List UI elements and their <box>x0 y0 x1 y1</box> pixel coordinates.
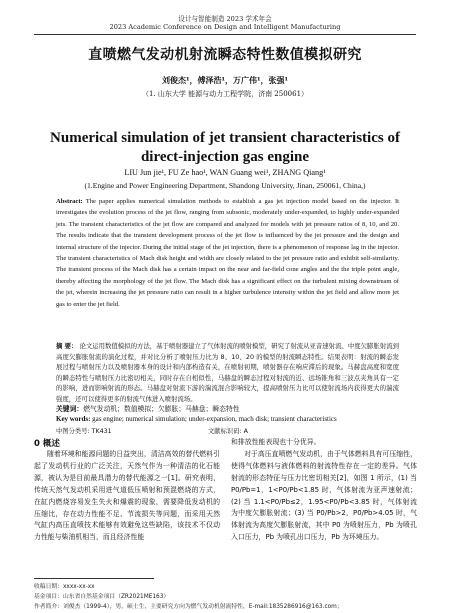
section-heading-intro: 0 概述 <box>34 439 60 449</box>
keywords-cn-text: 燃气发动机；数值模拟；欠膨胀；马赫盘；瞬态特性 <box>83 405 240 413</box>
footnote-author: 作者简介：刘俊杰（1999-4），男，硕士生，主要研究方向为燃气发动机射流特性，E-mail:1835286916@163.com； <box>34 604 343 610</box>
intro-right-column <box>231 437 417 544</box>
footnote-fund: 基金项目：山东省自然基金项目（ZR2021ME163） <box>34 594 170 600</box>
conference-header-en: 2023 Academic Conference on Design and Intelligent Manufacturing <box>109 23 341 31</box>
cn-authors: 刘俊杰¹，傅泽浩¹，万广伟¹，张强¹ <box>161 75 288 85</box>
header-rule <box>34 34 416 35</box>
cn-title: 直喷燃气发动机射流瞬态特性数值模拟研究 <box>88 47 362 63</box>
cn-abstract-label: 摘 要： <box>56 342 78 350</box>
intro-left-column <box>34 449 220 544</box>
footnote-rule <box>34 578 154 579</box>
keywords-en-label: Key words: <box>56 415 91 423</box>
cn-affiliation: （1. 山东大学 能源与动力工程学院，济南 250061） <box>141 90 309 98</box>
abstract-en <box>56 196 399 310</box>
intro-left-paragraph: 随着环境和能源问题的日益突出，清洁高效的替代燃料引起了发动机行业的广泛关注，天然气作为一种清洁的化石能源，被认为是目前最具潜力的替代能源之一[1]。研究表明，传统天然气发动机采用进气道低压喷射和预混燃烧的方式，在缸内燃烧容易发生失火和爆震的现象，需要降低发动机的压缩比，存在动力性能不足、节流损失等问题，而采用天然气缸内高压直喷技术能够有效避免这些缺陷，该技术不仅动力性能与柴油机相当，而且经济性能 <box>34 450 220 542</box>
abstract-text: The paper applies numerical simulation methods to establish a gas jet injection model based on the injector. It investigates the evolution process of the jet flow, ranging from subsonic, moderately under-expanded, to highly under-expanded jets. The transient characteristics of the jet flow are compared and analyzed for models with jet pressure ratios of 8, 10, and 20. The results indicate that the transient development process of the jet flow is influenced by the jet pressure and the design and internal structure of the injector. During the initial stage of the jet injection, there is a phenomenon of response lag in the injector. The transient characteristics of Mach disk height and width are closely related to the jet pressure ratio and exhibit self-similarity. The transient process of the Mach disk has a certain impact on the near and far-field cone angles and the the triple point angle, thereby affecting the morphology of the jet flow. The Mach disk has a significant effect on the turbulent mixing downstream of the jet, wherein increasing the jet pressure ratio can result in a higher turbulence intensity within the jet field and allow more jet gas to enter the jet field. <box>56 198 399 308</box>
en-title-line2: direct-injection gas engine <box>140 149 310 165</box>
intro-right-lead: 和排放性能表现也十分优异。 <box>231 438 321 446</box>
footnote-received: 收稿日期：xxxx-xx-xx <box>34 584 95 590</box>
cn-abstract-text: 论文运用数值模拟的方法，基于喷射器建立了气体射流的喷射模型，研究了射流从亚音速射流、中度欠膨胀射流到高度欠膨胀射流的演化过程，并对比分析了喷射压力比为 8、10、20 的模型的射流瞬态特性。结果表明：射流的瞬态发展过程与喷射压力以及喷射器本身的设计和内部构造有关，在喷射初期，喷射器存在响应滞后的现象。马赫盘高度和宽度的瞬态特性与喷射压力比密切相关，同时存在自相似性，马赫盘的瞬态过程对射流的近、远场锥角和三波点夹角具有一定的影响，进而影响射流的形态。马赫盘对射流下游的湍流混合影响较大，提高喷射压力比可以使射流场内获得更大的湍流强度，还可以使得更多的射流气体进入喷射流场。 <box>56 342 399 403</box>
keywords-en-text: gas engine; numerical simulation; under-expansion, mach disk; transient characteristics <box>92 415 337 423</box>
keywords-en <box>56 415 337 423</box>
document-code: 文献标识码: A <box>208 428 248 435</box>
abstract-cn <box>56 341 399 405</box>
clc-number: 中图分类号: TK431 <box>56 428 112 435</box>
en-authors: LIU Jun jie¹, FU Ze hao¹, WAN Guang wei¹, ZHANG Qiang¹ <box>124 168 326 177</box>
conference-header-cn: 设计与智能制造 2023 学术年会 <box>178 15 272 23</box>
abstract-label: Abstract: <box>56 198 83 205</box>
keywords-cn <box>56 403 240 413</box>
en-title-line1: Numerical simulation of jet transient characteristics of <box>50 130 400 146</box>
keywords-cn-label: 关键词： <box>56 405 84 413</box>
en-affiliation: (1.Engine and Power Engineering Department, Shandong University, Jinan, 250061, China,) <box>84 181 366 190</box>
intro-right-paragraph: 对于高压直喷燃气发动机，由于气体燃料具有可压缩性，使得气体燃料与液体燃料的射流特性存在一定的差异。气体射流的形态特征与压力比密切相关[2]，如图 1 所示，(1) 当 P0/Pb=1，1<P0/Pb<1.85 时，气体射流为亚声速射流；(2) 当 1.1<P0/Pb≤2，1.95<P0/Pb<3.85 时，气体射流为中度欠膨胀射流；(3) 当 P0/Pb>2，P0/Pb>4.05 时，气体射流为高度欠膨胀射流，其中 P0 为喷射压力，Pb 为喷孔入口压力，Pb 为喷孔出口压力，Pb 为环境压力。 <box>231 449 417 542</box>
